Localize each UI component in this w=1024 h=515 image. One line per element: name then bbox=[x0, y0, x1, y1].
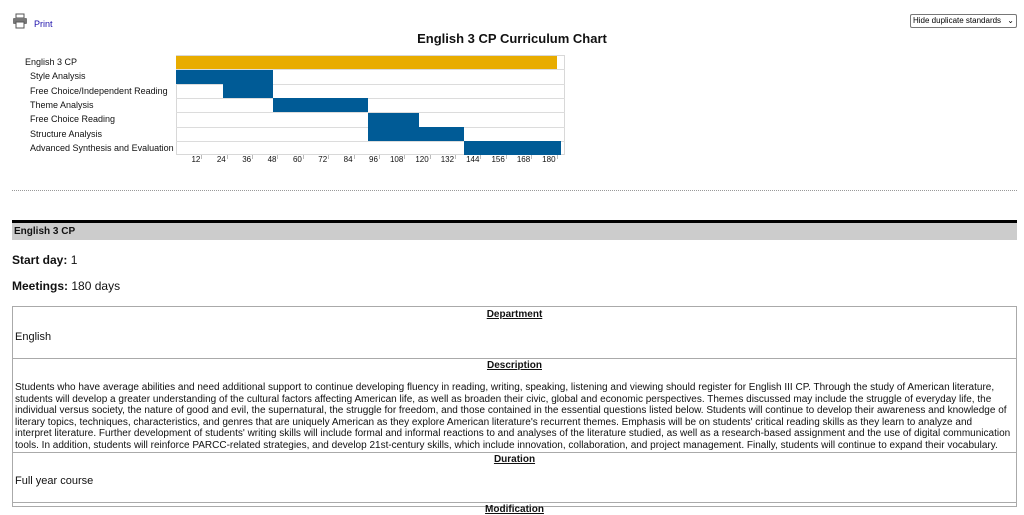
printer-icon[interactable] bbox=[12, 14, 28, 28]
description-heading: Description bbox=[486, 360, 542, 371]
gantt-row-label: Free Choice/Independent Reading bbox=[30, 85, 168, 96]
duplicate-standards-select-value: Hide duplicate standards bbox=[913, 16, 1002, 25]
x-tick-label: 108 bbox=[389, 155, 404, 164]
gantt-bar bbox=[273, 98, 368, 112]
course-section-header: English 3 CP bbox=[12, 223, 1017, 240]
chart-title: English 3 CP Curriculum Chart bbox=[417, 31, 607, 46]
gantt-row-label: Theme Analysis bbox=[30, 99, 94, 110]
gantt-row-label: English 3 CP bbox=[25, 57, 78, 67]
gantt-bar bbox=[176, 70, 273, 84]
gantt-bar bbox=[223, 84, 274, 98]
x-tick-label: 168 bbox=[516, 155, 531, 164]
print-link[interactable]: Print bbox=[34, 19, 53, 29]
row-divider bbox=[13, 358, 1016, 359]
start-day-label: Start day: bbox=[12, 253, 68, 267]
meetings-label: Meetings: bbox=[12, 279, 69, 293]
duration-value: Full year course bbox=[15, 475, 94, 487]
gantt-row-label: Free Choice Reading bbox=[30, 114, 116, 125]
gantt-row-label: Style Analysis bbox=[30, 71, 86, 82]
gantt-grid-line bbox=[176, 98, 565, 99]
gantt-bar bbox=[176, 56, 557, 70]
x-tick-mark bbox=[557, 155, 558, 159]
gantt-bar bbox=[368, 127, 463, 141]
x-tick-label: 132 bbox=[440, 155, 455, 164]
x-tick-label: 96 bbox=[369, 155, 378, 164]
x-tick-label: 120 bbox=[415, 155, 429, 164]
x-tick-label: 180 bbox=[542, 155, 556, 164]
x-tick-label: 12 bbox=[191, 155, 201, 164]
description-value: Students who have average abilities and need additional support to continue developing fluency in reading, writing, speaking, listening and viewing should register for English III CP. Through the study of American literature, students will develop a greater understanding of the cultural factors affecting American life, as well as broaden their civic, global and economic perspectives. Themes discussed may include the struggle of everyday life, the individual versus society, the nature of good and evil, the supernatural, the struggle for freedom, and those contained in the essential questions listed below. Students will continue to develop their awareness and knowledge of literary topics, techniques, characteristics, and genres that are uniquely American as they explore American literature's recurrent themes. Emphasis will be on students' critical reading skills as they learn to analyze and interpret literature. Further development of students' writing skills will include formal and informal reactions to and analyses of the literature studied, as well as a research-based assignment and the use of digital communication tools. In addition, students will reinforce PARCC-related strategies, and develop 21st-century skills, which include innovation, collaboration, and project management. Finally, students will continue to expand their vocabulary. bbox=[15, 382, 1011, 451]
x-tick-label: 72 bbox=[318, 155, 328, 164]
gantt-row-label: Advanced Synthesis and Evaluation bbox=[30, 142, 174, 153]
gantt-row-label: Structure Analysis bbox=[30, 128, 103, 139]
x-tick-label: 48 bbox=[267, 155, 277, 164]
start-day bbox=[12, 253, 77, 267]
x-tick-label: 84 bbox=[343, 155, 353, 164]
meetings-value: 180 days bbox=[71, 279, 121, 293]
x-tick-label: 24 bbox=[216, 155, 226, 164]
x-tick-label: 144 bbox=[466, 155, 480, 164]
gantt-bar bbox=[464, 141, 561, 155]
gantt-bar bbox=[368, 113, 419, 127]
department-heading: Department bbox=[486, 309, 543, 320]
duration-heading: Duration bbox=[493, 454, 536, 465]
duplicate-standards-select[interactable] bbox=[910, 14, 1017, 28]
x-tick-label: 156 bbox=[491, 155, 505, 164]
department-value: English bbox=[15, 331, 52, 343]
course-info-table bbox=[12, 306, 1017, 515]
row-divider bbox=[13, 502, 1016, 503]
start-day-value: 1 bbox=[70, 253, 78, 267]
row-divider bbox=[13, 452, 1016, 453]
chevron-down-icon: ⌄ bbox=[1007, 16, 1014, 25]
modification-heading: Modification bbox=[485, 504, 544, 515]
x-tick-label: 60 bbox=[292, 155, 302, 164]
section-separator bbox=[12, 190, 1017, 191]
x-tick-label: 36 bbox=[242, 155, 252, 164]
meetings bbox=[12, 279, 120, 293]
